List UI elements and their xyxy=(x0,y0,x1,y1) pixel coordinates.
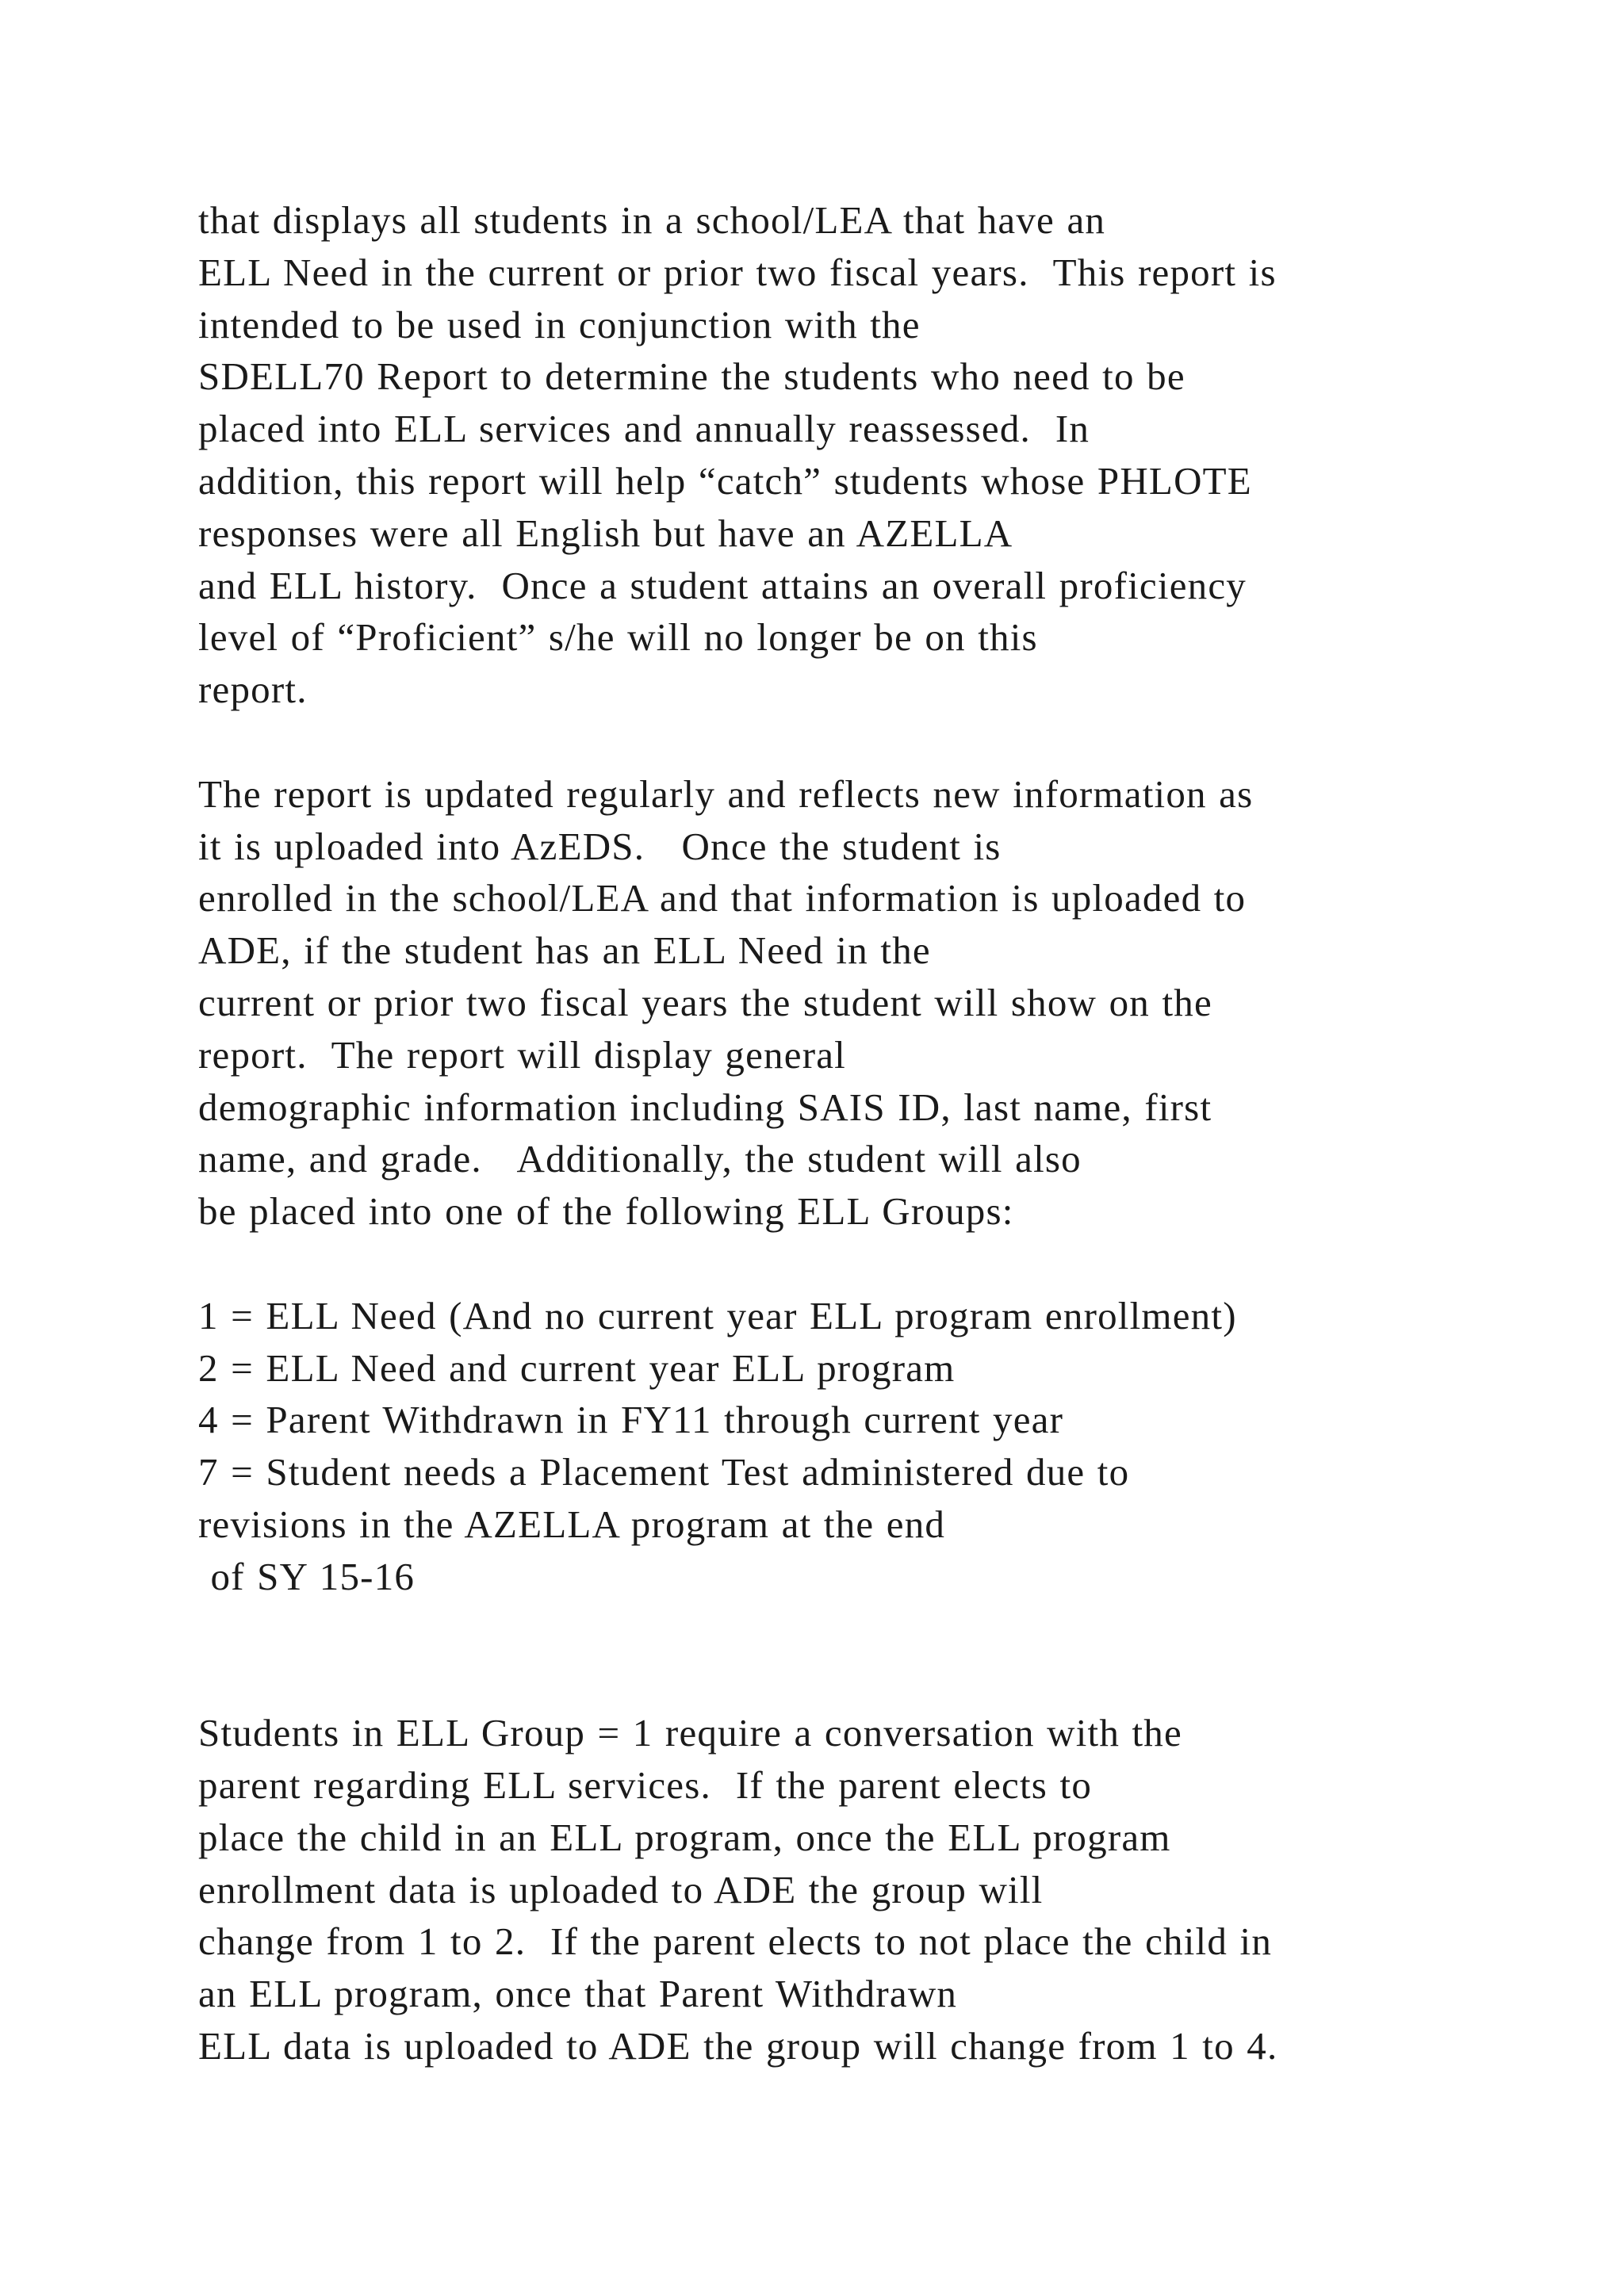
text-line: it is uploaded into AzEDS. Once the student is xyxy=(198,824,1002,868)
text-line: place the child in an ELL program, once the ELL program xyxy=(198,1815,1171,1859)
blank-line xyxy=(198,716,1546,768)
text-line: ADE, if the student has an ELL Need in the xyxy=(198,928,931,973)
text-line: change from 1 to 2. If the parent elects to not place the child in xyxy=(198,1919,1273,1964)
text-line: of SY 15-16 xyxy=(198,1554,416,1598)
text-line: and ELL history. Once a student attains an overall proficiency xyxy=(198,563,1247,607)
text-line: revisions in the AZELLA program at the end xyxy=(198,1502,946,1546)
text-line: an ELL program, once that Parent Withdrawn xyxy=(198,1972,958,2016)
text-line: SDELL70 Report to determine the students who need to be xyxy=(198,354,1185,399)
text-line: 1 = ELL Need (And no current year ELL program enrollment) xyxy=(198,1293,1237,1337)
text-line: Students in ELL Group = 1 require a conversation with the xyxy=(198,1711,1182,1755)
text-line: enrolled in the school/LEA and that information is uploaded to xyxy=(198,876,1247,920)
text-line: placed into ELL services and annually reassessed. In xyxy=(198,407,1090,451)
text-line: ELL Need in the current or prior two fiscal years. This report is xyxy=(198,250,1277,294)
text-line: be placed into one of the following ELL Groups: xyxy=(198,1189,1014,1234)
text-line: responses were all English but have an AZELLA xyxy=(198,511,1013,555)
text-line: ELL data is uploaded to ADE the group will change from 1 to 4. xyxy=(198,2023,1278,2068)
blank-line xyxy=(198,1603,1546,1655)
text-line: that displays all students in a school/LEA that have an xyxy=(198,198,1106,242)
text-line: enrollment data is uploaded to ADE the group will xyxy=(198,1867,1044,1911)
text-line: report. xyxy=(198,668,308,712)
text-line: parent regarding ELL services. If the parent elects to xyxy=(198,1762,1093,1807)
text-line: 7 = Student needs a Placement Test administered due to xyxy=(198,1450,1130,1494)
text-line: 2 = ELL Need and current year ELL program xyxy=(198,1345,956,1390)
text-line: report. The report will display general xyxy=(198,1032,846,1077)
text-line: 4 = Parent Withdrawn in FY11 through current year xyxy=(198,1398,1064,1442)
blank-line xyxy=(198,1655,1546,1707)
text-line: addition, this report will help “catch” students whose PHLOTE xyxy=(198,458,1252,503)
blank-line xyxy=(198,1238,1546,1290)
text-line: The report is updated regularly and reflects new information as xyxy=(198,771,1254,816)
document-body-text xyxy=(198,194,1546,2072)
text-line: level of “Proficient” s/he will no longer be on this xyxy=(198,615,1038,660)
text-line: current or prior two fiscal years the student will show on the xyxy=(198,980,1212,1024)
text-line: demographic information including SAIS ID, last name, first xyxy=(198,1085,1212,1129)
text-line: intended to be used in conjunction with the xyxy=(198,302,921,346)
text-line: name, and grade. Additionally, the student will also xyxy=(198,1137,1082,1181)
